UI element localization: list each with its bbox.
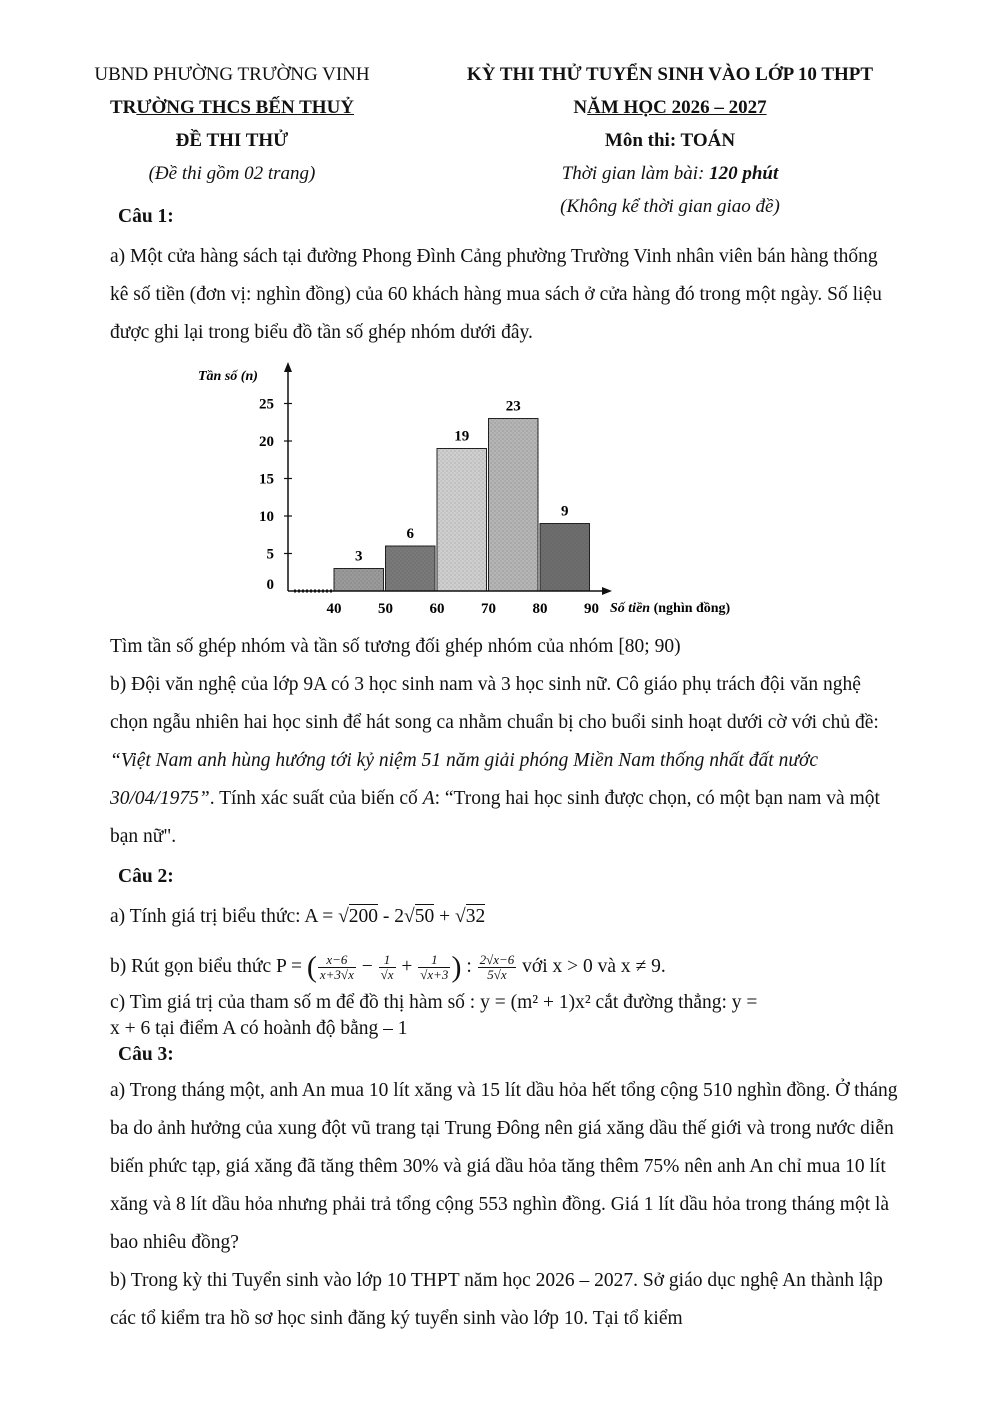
q2-a-op1: - 2: [378, 906, 405, 927]
y-axis-label: Tần số (n): [198, 369, 258, 384]
fraction-2: [379, 953, 396, 982]
exam-type: ĐỀ THI THỬ: [175, 130, 289, 151]
radicand-2: 50: [414, 906, 435, 927]
school-year-rest: ĂM HỌC 2026 – 2027: [587, 97, 767, 118]
q2-a-text: a) Tính giá trị biểu thức: A = √200 - 2√50 + √32: [110, 906, 486, 927]
bar-group: [540, 504, 590, 592]
fraction-1-den: x+3√x: [319, 967, 354, 983]
header-left: [52, 58, 412, 190]
school-year-start: N: [573, 97, 588, 118]
duration-value: 120 phút: [709, 163, 779, 184]
q2-heading: Câu 2:: [118, 866, 174, 887]
radicand-1: 200: [348, 906, 379, 927]
x-axis-label-italic: Số tiền: [610, 601, 651, 616]
bar-texture: [489, 419, 539, 592]
q1-b-theme-quote: “Việt Nam anh hùng hướng tới kỷ niệm 51 năm giải phóng Miền Nam thống nhất đất nước 30/04/1975”: [110, 750, 819, 809]
x-axis-label-unit: (nghìn đồng): [650, 601, 731, 616]
bars-layer: [334, 399, 590, 592]
y-tick-label: 10: [259, 509, 274, 525]
x-tick-label: 70: [481, 601, 496, 617]
school-year: [420, 91, 920, 124]
radicand-3: 32: [465, 906, 486, 927]
q2-a-op2: +: [434, 906, 455, 927]
y-tick-label: 5: [266, 546, 274, 563]
x-tick-label: 60: [429, 601, 445, 617]
exam-title: KỲ THI THỬ TUYỂN SINH VÀO LỚP 10 THPT: [466, 64, 874, 85]
bar-data-label: 19: [454, 428, 470, 445]
bar-texture: [334, 569, 384, 592]
q1-a-question: Tìm tần số ghép nhóm và tần số tương đối ghép nhóm của nhóm [80; 90): [110, 636, 681, 657]
fraction-4-num: 2√x−6: [479, 952, 515, 968]
bar-texture: [386, 546, 436, 591]
header-left-line1: UBND PHƯỜNG TRƯỜNG VINH: [94, 64, 370, 85]
q3-heading: Câu 3:: [118, 1044, 174, 1065]
y-tick-label: 15: [259, 471, 274, 488]
bar-group: [386, 526, 436, 591]
fraction-2-num: 1: [379, 953, 396, 968]
q1-b-event-name: A: [422, 788, 435, 809]
q2-c-line2: x + 6 tại điểm A có hoành độ bằng – 1: [110, 1018, 408, 1039]
y-tick-label: 20: [259, 434, 274, 450]
duration: [420, 157, 920, 190]
subject: Môn thi: TOÁN: [604, 130, 736, 151]
fraction-3-den: √x+3: [420, 967, 449, 983]
x-tick-label: 50: [378, 601, 393, 617]
q1-b-text: [110, 666, 900, 856]
header-right: [420, 58, 920, 223]
bar-data-label: 3: [355, 548, 363, 565]
bar-group: [334, 549, 384, 592]
histogram-chart: [150, 358, 790, 623]
q1-b-intro: b) Đội văn nghệ của lớp 9A có 3 học sinh nam và 3 học sinh nữ. Cô giáo phụ trách đội văn nghệ chọn ngẫu nhiên hai học sinh để hát song ca nhằm chuẩn bị cho buổi sinh hoạt dưới cờ với chủ đề:: [110, 674, 879, 733]
bar-data-label: 9: [561, 503, 569, 520]
fraction-3-num: 1: [418, 953, 450, 968]
bar-data-label: 23: [505, 398, 521, 415]
bar-group: [489, 399, 539, 592]
fraction-1: [318, 953, 356, 982]
fraction-3: [418, 953, 450, 982]
x-axis-label: [610, 601, 731, 616]
q2-b-condition: với x > 0 và x ≠ 9.: [517, 956, 666, 977]
bar-texture: [437, 449, 487, 592]
q1-b-event-desc: : “Trong hai học sinh được chọn, có một bạn nam và một bạn nữ".: [110, 788, 880, 847]
bar-data-label: 6: [406, 526, 414, 542]
q1-heading: Câu 1:: [118, 206, 174, 227]
q2-b-label: b) Rút gọn biểu thức P =: [110, 956, 307, 977]
q3-a-text: a) Trong tháng một, anh An mua 10 lít xăng và 15 lít dầu hỏa hết tổng cộng 510 nghìn đồng. Ở tháng ba do ảnh hưởng của xung đột vũ trang tại Trung Đông nên giá xăng dầu thế giới và trong nước diễn biến phức tạp, giá xăng đã tăng thêm 30% và giá dầu hỏa tăng thêm 75% nên anh An chỉ mua 10 lít xăng và 8 lít dầu hỏa nhưng phải trả tổng cộng 553 nghìn đồng. Giá 1 lít dầu hỏa trong tháng một là bao nhiêu đồng?: [110, 1080, 898, 1253]
paren-close: ): [451, 950, 462, 984]
school-name-rest: ƯỜNG THCS BẾN THUỶ: [136, 97, 355, 118]
y-tick-label: 25: [259, 396, 274, 413]
q1-b-prompt: . Tính xác suất của biến cố: [209, 788, 423, 809]
q2-a-label: a) Tính giá trị biểu thức: A =: [110, 906, 339, 927]
y-tick-label: 0: [266, 577, 274, 593]
y-axis-arrow: [284, 362, 292, 372]
x-axis-arrow: [602, 587, 612, 595]
q1-a-text: a) Một cửa hàng sách tại đường Phong Đình Cảng phường Trường Vinh nhân viên bán hàng thống kê số tiền (đơn vị: nghìn đồng) của 60 khách hàng mua sách ở cửa hàng đó trong một ngày. Số liệu được ghi lại trong biểu đồ tần số ghép nhóm dưới đây.: [110, 246, 882, 343]
bar-texture: [540, 524, 590, 592]
paren-open: (: [306, 950, 317, 984]
fraction-2-den: √x: [380, 967, 394, 983]
fraction-4-den: 5√x: [487, 967, 507, 983]
q2-c-line1: c) Tìm giá trị của tham số m để đồ thị hàm số : y = (m² + 1)x² cắt đường thẳng: y =: [110, 992, 758, 1013]
q2-b-text: b) Rút gọn biểu thức P = ( $\frac{x-6}{x+3√x}$ − $\frac{1}{√x}$ + $\frac{1}{√x+3}$ ) : $\frac{2√x-6}{5√x}$ với x > 0 và x ≠ 9.: [110, 950, 666, 984]
school-name-start: TR: [109, 97, 137, 118]
bar-group: [437, 429, 487, 592]
x-tick-label: 40: [326, 601, 342, 617]
x-tick-label: 90: [584, 601, 599, 617]
duration-label: Thời gian làm bài:: [561, 163, 710, 184]
fraction-4: [478, 953, 517, 982]
page-count-note: (Đề thi gồm 02 trang): [148, 163, 316, 184]
x-tick-label: 80: [532, 601, 548, 617]
school-name: [52, 91, 412, 124]
q3-b-text: b) Trong kỳ thi Tuyển sinh vào lớp 10 THPT năm học 2026 – 2027. Sở giáo dục nghệ An thành lập các tổ kiểm tra hồ sơ học sinh đăng ký tuyển sinh vào lớp 10. Tại tổ kiểm: [110, 1270, 883, 1329]
fraction-1-num: x−6: [318, 953, 356, 968]
duration-note: (Không kể thời gian giao đề): [560, 196, 780, 217]
